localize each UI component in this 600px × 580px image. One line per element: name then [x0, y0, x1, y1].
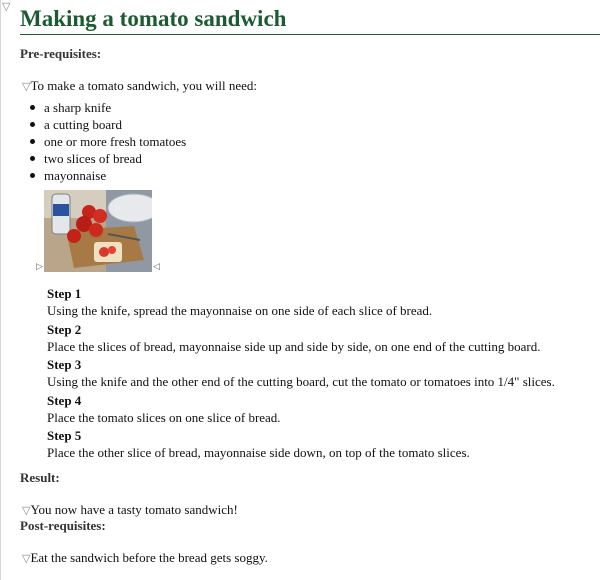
step-item	[47, 321, 597, 357]
page-title: Making a tomato sandwich	[20, 6, 600, 35]
collapse-triangle-icon[interactable]: ▽	[22, 80, 31, 93]
prereq-intro	[22, 78, 257, 94]
step-text: Using the knife, spread the mayonnaise on one side of each slice of bread.	[47, 303, 433, 318]
collapse-triangle-icon[interactable]: ▽	[2, 0, 11, 13]
list-item: mayonnaise	[30, 167, 186, 184]
step-title: Step 4	[47, 392, 82, 408]
collapse-triangle-icon[interactable]: ▽	[22, 504, 31, 517]
list-item: a cutting board	[30, 116, 186, 133]
list-item: two slices of bread	[30, 150, 186, 167]
postreq-label: Post-requisites:	[20, 518, 106, 533]
step-text: Place the other slice of bread, mayonnaise side down, on top of the tomato slices.	[47, 445, 470, 461]
prereq-label: Pre-requisites:	[20, 46, 102, 61]
right-triangle-icon: ▷	[36, 262, 43, 272]
steps-list	[47, 285, 597, 463]
collapse-triangle-icon[interactable]: ▽	[22, 552, 31, 565]
list-item: a sharp knife	[30, 99, 186, 116]
step-text: Place the tomato slices on one slice of bread.	[47, 409, 281, 425]
step-title: Step 2	[47, 321, 82, 337]
list-item: one or more fresh tomatoes	[30, 133, 186, 150]
left-triangle-icon: ◁	[153, 262, 160, 272]
requirements-list	[30, 99, 186, 184]
step-text: Using the knife and the other end of the cutting board, cut the tomato or tomatoes into 1/4" slices.	[47, 374, 555, 390]
sandwich-ingredients-photo	[44, 190, 152, 272]
step-title: Step 1	[47, 286, 82, 301]
result-label: Result:	[20, 470, 60, 485]
step-item	[47, 427, 597, 463]
result-text: You now have a tasty tomato sandwich!	[30, 502, 238, 517]
step-item	[47, 356, 597, 392]
prereq-intro-text: To make a tomato sandwich, you will need:	[30, 78, 258, 93]
postreq-paragraph	[22, 550, 268, 566]
postreq-text: Eat the sandwich before the bread gets soggy.	[30, 550, 268, 565]
step-text: Place the slices of bread, mayonnaise side up and side by side, on one end of the cutting board.	[47, 338, 541, 354]
step-title: Step 3	[47, 357, 82, 373]
step-title: Step 5	[47, 428, 82, 444]
step-item	[47, 285, 597, 321]
step-item	[47, 392, 597, 428]
result-paragraph	[22, 502, 238, 518]
